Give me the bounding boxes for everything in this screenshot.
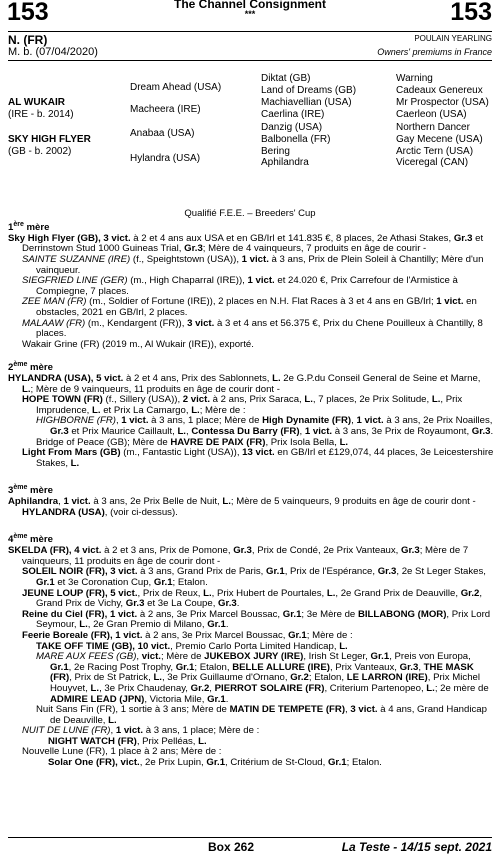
section-heading: 2ème mère xyxy=(8,361,53,374)
sire-name: AL WUKAIR xyxy=(8,97,66,108)
horse-category: POULAIN YEARLING xyxy=(414,34,492,43)
divider xyxy=(8,31,492,32)
pedigree-gen4: Mr Prospector (USA) xyxy=(396,97,489,108)
paragraph: SOLEIL NOIR (FR), 3 vict. à 3 ans, Grand Prix de Paris, Gr.1, Prix de l'Espérance, Gr.3, 2e St Leger Stakes, Gr.1 et 3e Coronation Cup, Gr.1; Etalon. xyxy=(22,566,486,588)
paragraph: HYLANDRA (USA), (voir ci-dessus). xyxy=(22,506,178,518)
paragraph: TAKE OFF TIME (GB), 10 vict., Premio Carlo Porta Limited Handicap, L. xyxy=(36,640,348,652)
paragraph: Aphilandra, 1 vict. à 3 ans, 2e Prix Belle de Nuit, L.; Mère de 5 vainqueurs, 9 produits en âge de courir dont - xyxy=(8,496,476,508)
paragraph: Reine du Ciel (FR), 1 vict. à 2 ans, 3e Prix Marcel Boussac, Gr.1; 3e Mère de BILLABONG (MOR), Prix Lord Seymour, L., 2e Gran Premio di Milano, Gr.1. xyxy=(22,608,491,631)
paragraph: NIGHT WATCH (FR), Prix Pelléas, L. xyxy=(48,735,207,747)
paragraph: HYLANDRA (USA), 5 vict. à 2 et 4 ans, Prix des Sablonnets, L. 2e G.P.du Conseil General de Seine et Marne, L.; Mère de 9 vainqueurs, 11 produits en âge de courir dont - xyxy=(8,373,481,395)
stars: *** xyxy=(244,9,256,19)
pedigree-gen3: Danzig (USA) xyxy=(261,122,323,133)
pedigree-gen2: Hylandra (USA) xyxy=(130,153,201,164)
divider xyxy=(8,60,492,61)
pedigree-gen4: Gay Mecene (USA) xyxy=(396,134,483,145)
dam-name: SKY HIGH FLYER xyxy=(8,134,91,145)
pedigree-gen3: Caerlina (IRE) xyxy=(261,109,325,120)
premiums-note: Owners' premiums in France xyxy=(377,47,492,57)
paragraph: Solar One (FR), vict., 2e Prix Lupin, Gr.1, Critérium de St-Cloud, Gr.1; Etalon. xyxy=(48,757,382,769)
section-heading: 3ème mère xyxy=(8,484,53,497)
pedigree-gen3: Land of Dreams (GB) xyxy=(261,85,357,96)
paragraph: SKELDA (FR), 4 vict. à 2 et 3 ans, Prix de Pomone, Gr.3, Prix de Condé, 2e Prix Vanteaux, Gr.3; Mère de 7 vainqueurs, 11 produits en âge de courir dont - xyxy=(8,545,469,567)
lot-number: 153 xyxy=(7,0,49,26)
paragraph: SIEGFRIED LINE (GER) (m., High Chaparral (IRE)), 1 vict. et 24.020 €, Prix Carrefour de l'Armistice à Compiegne, 7 places. xyxy=(22,275,458,297)
consignor-name: The Channel Consignment xyxy=(173,0,326,11)
paragraph: SAINTE SUZANNE (IRE) (f., Speightstown (USA)), 1 vict. à 3 ans, Prix de Plein Soleil à Chantilly; Mère d'un vainqueur. xyxy=(22,253,484,276)
pedigree-gen3: Aphilandra xyxy=(261,157,309,168)
pedigree-gen2: Dream Ahead (USA) xyxy=(130,82,222,93)
consignor xyxy=(0,0,500,18)
sire-info: (IRE - b. 2014) xyxy=(8,109,74,120)
dam-info: (GB - b. 2002) xyxy=(8,146,72,157)
section-heading: 1ère mère xyxy=(8,221,50,234)
pedigree-gen4: Caerleon (USA) xyxy=(396,109,467,120)
paragraph: Feerie Boreale (FR), 1 vict. à 2 ans, 3e Prix Marcel Boussac, Gr.1; Mère de : xyxy=(22,629,353,641)
sale-place-date: La Teste - 14/15 sept. 2021 xyxy=(341,840,492,854)
paragraph: Nouvelle Lune (FR), 1 place à 2 ans; Mère de : xyxy=(22,746,222,758)
paragraph: Light From Mars (GB) (m., Fantastic Light (USA)), 13 vict. en GB/Irl et £129,074, 44 places, 3e Leicestershire Stakes, L. xyxy=(22,447,494,469)
paragraph: MARE AUX FEES (GB), vict.; Mère de JUKEBOX JURY (IRE), Irish St Leger, Gr.1, Preis von Europa, Gr.1, 2e Racing Post Trophy, Gr.1; Etalon, BELLE ALLURE (IRE), Prix Vanteaux, Gr.3, THE MASK (FR), Prix de St Patrick, L., 3e Prix Guillaume d'Ornano, Gr.2; Etalon, LE LARRON (IRE), Prix Michel Houyvet, L., 3e Prix Chaudenay, Gr.2, PIERROT SOLAIRE (FR), Criterium Partenopeo, L.; 2e mère de ADMIRE LEAD (JPN), Victoria Mile, Gr.1. xyxy=(36,651,489,705)
paragraph: Sky High Flyer (GB), 3 vict. à 2 et 4 ans aux USA et en GB/Irl et 141.835 €, 8 places, 2e Athasi Stakes, Gr.3 et Derrinstown Stud 1000 Guineas Trial, Gr.3; Mère de 4 vainqueurs, 7 produits en âge de courir - xyxy=(8,232,484,255)
pedigree-gen4: Warning xyxy=(396,73,433,84)
pedigree-gen3: Machiavellian (USA) xyxy=(261,97,352,108)
section-heading: 4ème mère xyxy=(8,533,53,546)
paragraph: HIGHBORNE (FR), 1 vict. à 3 ans, 1 place; Mère de High Dynamite (FR), 1 vict. à 3 ans, 2e Prix Noailles, Gr.3 et Prix Maurice Caillault, L., Contessa Du Barry (FR), 1 vict. à 3 ans, 3e Prix de Royaumont, Gr.3. xyxy=(36,415,494,438)
pedigree-gen3: Balbonella (FR) xyxy=(261,134,331,145)
box-number: Box 262 xyxy=(208,840,255,854)
pedigree-gen3: Bering xyxy=(261,146,290,157)
horse-name: N. (FR) xyxy=(8,33,48,47)
paragraph: ZEE MAN (FR) (m., Soldier of Fortune (IRE)), 2 places en N.H. Flat Races à 3 et 4 ans en GB/Irl; 1 vict. en obstacles, 2021 en GB/Irl, 2 places. xyxy=(22,296,477,318)
pedigree-gen4: Arctic Tern (USA) xyxy=(396,146,474,157)
divider xyxy=(8,837,492,838)
page-header xyxy=(0,0,500,32)
pedigree-gen3: Diktat (GB) xyxy=(261,73,311,84)
pedigree-gen4: Northern Dancer xyxy=(396,122,470,133)
paragraph: NUIT DE LUNE (FR), 1 vict. à 3 ans, 1 place; Mère de : xyxy=(22,725,260,737)
paragraph: Nuit Sans Fin (FR), 1 sortie à 3 ans; Mère de MATIN DE TEMPETE (FR), 3 vict. à 4 ans, Grand Handicap de Deauville, L. xyxy=(36,704,487,726)
catalogue-text xyxy=(8,220,494,769)
horse-birth: M. b. (07/04/2020) xyxy=(8,46,98,58)
paragraph: Wakair Grine (FR) (2019 m., Al Wukair (IRE)), exporté. xyxy=(22,338,254,350)
lot-number-right: 153 xyxy=(450,0,492,26)
pedigree-gen2: Anabaa (USA) xyxy=(130,128,195,139)
pedigree-gen4: Cadeaux Genereux xyxy=(396,85,483,96)
qualification-note: Qualifié F.E.E. – Breeders' Cup xyxy=(184,208,316,219)
paragraph: MALAAW (FR) (m., Kendargent (FR)), 3 vict. à 3 et 4 ans et 56.375 €, Prix du Chene Pouilleux à Chantilly, 8 places. xyxy=(22,317,483,340)
pedigree-gen2: Macheera (IRE) xyxy=(130,104,201,115)
paragraph: Bridge of Peace (GB); Mère de HAVRE DE PAIX (FR), Prix Isola Bella, L. xyxy=(36,436,349,448)
paragraph: JEUNE LOUP (FR), 5 vict., Prix de Reux, L., Prix Hubert de Pourtales, L., 2e Grand Prix de Deauville, Gr.2, Grand Prix de Vichy, Gr.3 et 3e La Coupe, Gr.3. xyxy=(22,587,483,610)
pedigree-gen4: Viceregal (CAN) xyxy=(396,157,469,168)
paragraph: HOPE TOWN (FR) (f., Sillery (USA)), 2 vict. à 2 ans, Prix Saraca, L., 7 places, 2e Prix Solitude, L., Prix Imprudence, L. et Prix La Camargo, L.; Mère de : xyxy=(22,394,463,416)
